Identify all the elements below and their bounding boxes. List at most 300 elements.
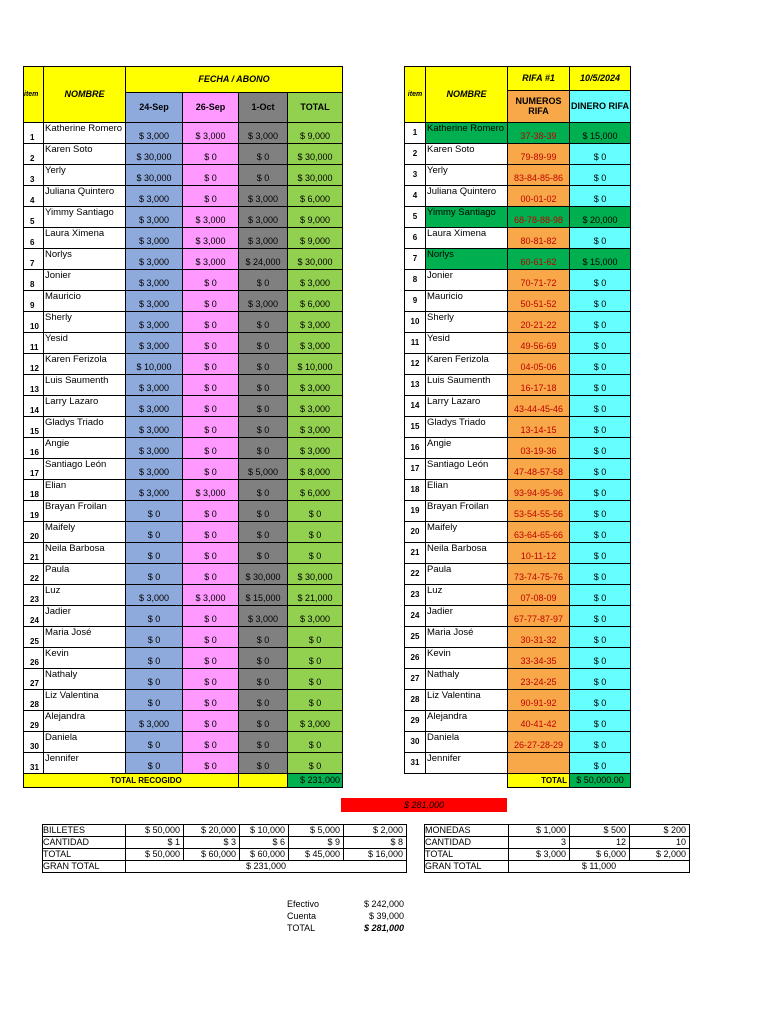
item-number: 10 bbox=[24, 312, 44, 333]
row-total: $ 3,000 bbox=[288, 711, 343, 732]
table-row bbox=[24, 123, 343, 144]
abono-1-oct: $ 0 bbox=[239, 732, 288, 753]
numeros-rifa: 83-84-85-86 bbox=[508, 165, 570, 186]
dinero-rifa: $ 0 bbox=[570, 501, 631, 522]
row-total: $ 0 bbox=[288, 501, 343, 522]
dinero-rifa: $ 0 bbox=[570, 417, 631, 438]
abono-26-sep: $ 0 bbox=[183, 144, 239, 165]
item-number: 30 bbox=[24, 732, 44, 753]
row-total: $ 9,000 bbox=[288, 228, 343, 249]
dinero-rifa-header: DINERO RIFA bbox=[570, 91, 631, 123]
abono-26-sep: $ 3,000 bbox=[183, 585, 239, 606]
billete-total: $ 60,000 bbox=[240, 849, 289, 861]
person-name: Yimmy Santiago bbox=[426, 207, 508, 228]
table-row bbox=[24, 354, 343, 375]
row-total: $ 8,000 bbox=[288, 459, 343, 480]
item-number: 29 bbox=[24, 711, 44, 732]
abono-1-oct: $ 0 bbox=[239, 417, 288, 438]
abono-24-sep: $ 3,000 bbox=[126, 711, 183, 732]
abono-24-sep: $ 0 bbox=[126, 648, 183, 669]
person-name: Katherine Romero bbox=[426, 123, 508, 144]
person-name: Kevin bbox=[44, 648, 126, 669]
table-row bbox=[405, 396, 631, 417]
item-number: 20 bbox=[24, 522, 44, 543]
dinero-rifa: $ 0 bbox=[570, 669, 631, 690]
person-name: Neila Barbosa bbox=[44, 543, 126, 564]
row-total: $ 9,000 bbox=[288, 207, 343, 228]
numeros-rifa: 13-14-15 bbox=[508, 417, 570, 438]
person-name: Jennifer bbox=[426, 753, 508, 774]
row-total: $ 30,000 bbox=[288, 564, 343, 585]
billetes-gran-total-label: GRAN TOTAL bbox=[43, 861, 126, 873]
abono-1-oct: $ 3,000 bbox=[239, 186, 288, 207]
item-number: 23 bbox=[405, 585, 426, 606]
item-number: 22 bbox=[405, 564, 426, 585]
abono-1-oct: $ 0 bbox=[239, 522, 288, 543]
person-name: Yesid bbox=[426, 333, 508, 354]
table-row bbox=[24, 732, 343, 753]
table-row bbox=[405, 480, 631, 501]
abono-26-sep: $ 0 bbox=[183, 501, 239, 522]
abono-26-sep: $ 0 bbox=[183, 648, 239, 669]
row-total: $ 0 bbox=[288, 690, 343, 711]
billetes-cantidad-label: CANTIDAD bbox=[43, 837, 126, 849]
item-number: 17 bbox=[24, 459, 44, 480]
item-number: 13 bbox=[24, 375, 44, 396]
row-total: $ 0 bbox=[288, 669, 343, 690]
moneda-cantidad: 3 bbox=[509, 837, 570, 849]
abono-1-oct: $ 0 bbox=[239, 690, 288, 711]
table-row bbox=[24, 753, 343, 774]
date-header-1: 24-Sep bbox=[126, 93, 183, 123]
item-number: 5 bbox=[405, 207, 426, 228]
person-name: Angie bbox=[426, 438, 508, 459]
dinero-rifa: $ 0 bbox=[570, 291, 631, 312]
table-row bbox=[405, 648, 631, 669]
billete-cantidad: $ 9 bbox=[289, 837, 344, 849]
abono-26-sep: $ 0 bbox=[183, 669, 239, 690]
item-number: 30 bbox=[405, 732, 426, 753]
abono-26-sep: $ 0 bbox=[183, 312, 239, 333]
person-name: Mauricio bbox=[44, 291, 126, 312]
abono-24-sep: $ 3,000 bbox=[126, 585, 183, 606]
item-number: 19 bbox=[405, 501, 426, 522]
item-number: 10 bbox=[405, 312, 426, 333]
billete-denom: $ 10,000 bbox=[240, 825, 289, 837]
table-row bbox=[405, 627, 631, 648]
person-name: Norlys bbox=[44, 249, 126, 270]
person-name: Larry Lazaro bbox=[426, 396, 508, 417]
table-row bbox=[405, 438, 631, 459]
abono-26-sep: $ 0 bbox=[183, 354, 239, 375]
row-total: $ 0 bbox=[288, 732, 343, 753]
item-number: 6 bbox=[405, 228, 426, 249]
row-total: $ 3,000 bbox=[288, 438, 343, 459]
abono-26-sep: $ 3,000 bbox=[183, 480, 239, 501]
table-row bbox=[405, 585, 631, 606]
dinero-rifa: $ 0 bbox=[570, 480, 631, 501]
abono-24-sep: $ 0 bbox=[126, 606, 183, 627]
item-number: 2 bbox=[24, 144, 44, 165]
abono-26-sep: $ 3,000 bbox=[183, 249, 239, 270]
rifa-date: 10/5/2024 bbox=[570, 67, 631, 91]
monedas-gran-total-value: $ 11,000 bbox=[509, 861, 690, 873]
dinero-rifa: $ 0 bbox=[570, 564, 631, 585]
abono-26-sep: $ 0 bbox=[183, 438, 239, 459]
abono-26-sep: $ 3,000 bbox=[183, 228, 239, 249]
person-name: Sherly bbox=[44, 312, 126, 333]
dinero-rifa: $ 20,000 bbox=[570, 207, 631, 228]
dinero-rifa: $ 0 bbox=[570, 711, 631, 732]
person-name: Liz Valentina bbox=[426, 690, 508, 711]
table-row bbox=[24, 606, 343, 627]
person-name: Elian bbox=[44, 480, 126, 501]
abono-24-sep: $ 10,000 bbox=[126, 354, 183, 375]
abono-26-sep: $ 0 bbox=[183, 732, 239, 753]
dinero-rifa: $ 0 bbox=[570, 459, 631, 480]
person-name: Yerly bbox=[44, 165, 126, 186]
date-header-3: 1-Oct bbox=[239, 93, 288, 123]
abono-24-sep: $ 3,000 bbox=[126, 270, 183, 291]
numeros-rifa bbox=[508, 753, 570, 774]
item-number: 11 bbox=[24, 333, 44, 354]
abono-26-sep: $ 0 bbox=[183, 375, 239, 396]
numeros-rifa: 16-17-18 bbox=[508, 375, 570, 396]
abono-1-oct: $ 24,000 bbox=[239, 249, 288, 270]
table-row bbox=[24, 144, 343, 165]
item-number: 16 bbox=[24, 438, 44, 459]
monedas-gran-total-label: GRAN TOTAL bbox=[425, 861, 509, 873]
row-total: $ 0 bbox=[288, 543, 343, 564]
item-number: 4 bbox=[24, 186, 44, 207]
abono-24-sep: $ 3,000 bbox=[126, 480, 183, 501]
row-total: $ 30,000 bbox=[288, 165, 343, 186]
item-number: 25 bbox=[405, 627, 426, 648]
person-name: Paula bbox=[426, 564, 508, 585]
person-name: Gladys Triado bbox=[44, 417, 126, 438]
numeros-rifa: 68-78-88-98 bbox=[508, 207, 570, 228]
item-number: 28 bbox=[405, 690, 426, 711]
dinero-rifa: $ 0 bbox=[570, 648, 631, 669]
person-name: Brayan Froilan bbox=[44, 501, 126, 522]
table-row bbox=[405, 753, 631, 774]
billetes-label: BILLETES bbox=[43, 825, 126, 837]
person-name: Maria José bbox=[44, 627, 126, 648]
person-name: Angie bbox=[44, 438, 126, 459]
abono-26-sep: $ 0 bbox=[183, 711, 239, 732]
abono-26-sep: $ 0 bbox=[183, 690, 239, 711]
numeros-rifa: 10-11-12 bbox=[508, 543, 570, 564]
table-row bbox=[24, 690, 343, 711]
person-name: Yimmy Santiago bbox=[44, 207, 126, 228]
table-row bbox=[24, 291, 343, 312]
person-name: Luz bbox=[44, 585, 126, 606]
abono-26-sep: $ 0 bbox=[183, 459, 239, 480]
item-header: item bbox=[24, 67, 44, 123]
person-name: Brayan Froilan bbox=[426, 501, 508, 522]
person-name: Karen Ferizola bbox=[426, 354, 508, 375]
rifa-item-header: item bbox=[405, 67, 426, 123]
abono-24-sep: $ 30,000 bbox=[126, 144, 183, 165]
numeros-rifa: 20-21-22 bbox=[508, 312, 570, 333]
item-number: 31 bbox=[24, 753, 44, 774]
abono-26-sep: $ 0 bbox=[183, 627, 239, 648]
table-row bbox=[24, 564, 343, 585]
item-number: 29 bbox=[405, 711, 426, 732]
abono-1-oct: $ 0 bbox=[239, 627, 288, 648]
table-row bbox=[405, 144, 631, 165]
numeros-rifa: 04-05-06 bbox=[508, 354, 570, 375]
table-row bbox=[405, 501, 631, 522]
dinero-rifa: $ 0 bbox=[570, 228, 631, 249]
numeros-rifa: 50-51-52 bbox=[508, 291, 570, 312]
item-number: 15 bbox=[24, 417, 44, 438]
summary-table bbox=[287, 898, 407, 934]
dinero-rifa: $ 0 bbox=[570, 627, 631, 648]
numeros-rifa: 07-08-09 bbox=[508, 585, 570, 606]
billete-total: $ 16,000 bbox=[344, 849, 407, 861]
abono-26-sep: $ 0 bbox=[183, 165, 239, 186]
abono-1-oct: $ 3,000 bbox=[239, 291, 288, 312]
abono-1-oct: $ 0 bbox=[239, 354, 288, 375]
table-row bbox=[24, 711, 343, 732]
person-name: Luis Saumenth bbox=[44, 375, 126, 396]
abono-24-sep: $ 3,000 bbox=[126, 312, 183, 333]
person-name: Nathaly bbox=[426, 669, 508, 690]
billete-cantidad: $ 6 bbox=[240, 837, 289, 849]
monedas-table bbox=[424, 824, 690, 873]
row-total: $ 9,000 bbox=[288, 123, 343, 144]
billete-cantidad: $ 1 bbox=[126, 837, 184, 849]
efectivo-label: Efectivo bbox=[287, 898, 320, 909]
table-row bbox=[405, 690, 631, 711]
total-header: TOTAL bbox=[288, 93, 343, 123]
rifa-name-header: NOMBRE bbox=[426, 67, 508, 123]
abono-1-oct: $ 3,000 bbox=[239, 207, 288, 228]
abono-1-oct: $ 0 bbox=[239, 375, 288, 396]
abono-1-oct: $ 0 bbox=[239, 501, 288, 522]
numeros-rifa-header: NUMEROS RIFA bbox=[508, 91, 570, 123]
item-number: 16 bbox=[405, 438, 426, 459]
dinero-rifa: $ 0 bbox=[570, 606, 631, 627]
table-row bbox=[24, 270, 343, 291]
moneda-cantidad: 12 bbox=[570, 837, 630, 849]
numeros-rifa: 26-27-28-29 bbox=[508, 732, 570, 753]
moneda-denom: $ 1,000 bbox=[509, 825, 570, 837]
numeros-rifa: 79-89-99 bbox=[508, 144, 570, 165]
billete-total: $ 45,000 bbox=[289, 849, 344, 861]
table-row bbox=[24, 669, 343, 690]
cuenta-label: Cuenta bbox=[287, 910, 317, 921]
numeros-rifa: 80-81-82 bbox=[508, 228, 570, 249]
person-name: Jadier bbox=[44, 606, 126, 627]
item-number: 8 bbox=[405, 270, 426, 291]
item-number: 27 bbox=[24, 669, 44, 690]
abono-1-oct: $ 15,000 bbox=[239, 585, 288, 606]
person-name: Alejandra bbox=[426, 711, 508, 732]
abono-26-sep: $ 0 bbox=[183, 606, 239, 627]
moneda-total: $ 6,000 bbox=[570, 849, 630, 861]
abono-24-sep: $ 0 bbox=[126, 690, 183, 711]
abono-1-oct: $ 0 bbox=[239, 396, 288, 417]
numeros-rifa: 53-54-55-56 bbox=[508, 501, 570, 522]
abono-26-sep: $ 0 bbox=[183, 753, 239, 774]
summary-total-value: $ 281,000 bbox=[363, 922, 404, 933]
person-name: Mauricio bbox=[426, 291, 508, 312]
item-number: 12 bbox=[405, 354, 426, 375]
row-total: $ 3,000 bbox=[288, 396, 343, 417]
fecha-abono-header: FECHA / ABONO bbox=[126, 67, 343, 93]
abono-1-oct: $ 5,000 bbox=[239, 459, 288, 480]
rifa-table bbox=[404, 66, 631, 788]
person-name: Gladys Triado bbox=[426, 417, 508, 438]
abono-1-oct: $ 0 bbox=[239, 144, 288, 165]
table-row bbox=[24, 627, 343, 648]
abono-24-sep: $ 0 bbox=[126, 501, 183, 522]
person-name: Yesid bbox=[44, 333, 126, 354]
item-number: 19 bbox=[24, 501, 44, 522]
table-row bbox=[24, 249, 343, 270]
item-number: 24 bbox=[24, 606, 44, 627]
person-name: Jonier bbox=[44, 270, 126, 291]
abono-24-sep: $ 3,000 bbox=[126, 417, 183, 438]
table-row bbox=[405, 606, 631, 627]
dinero-rifa: $ 0 bbox=[570, 354, 631, 375]
item-number: 31 bbox=[405, 753, 426, 774]
abono-1-oct: $ 0 bbox=[239, 648, 288, 669]
person-name: Paula bbox=[44, 564, 126, 585]
item-number: 22 bbox=[24, 564, 44, 585]
item-number: 28 bbox=[24, 690, 44, 711]
item-number: 1 bbox=[24, 123, 44, 144]
summary-total-label: TOTAL bbox=[287, 922, 316, 933]
person-name: Maifely bbox=[44, 522, 126, 543]
abono-24-sep: $ 3,000 bbox=[126, 438, 183, 459]
grand-total-bar: $ 281,000 bbox=[341, 798, 507, 812]
table-row bbox=[24, 375, 343, 396]
dinero-rifa: $ 0 bbox=[570, 165, 631, 186]
table-row bbox=[24, 438, 343, 459]
item-number: 20 bbox=[405, 522, 426, 543]
person-name: Yerly bbox=[426, 165, 508, 186]
dinero-rifa: $ 0 bbox=[570, 732, 631, 753]
person-name: Daniela bbox=[44, 732, 126, 753]
abono-26-sep: $ 0 bbox=[183, 396, 239, 417]
abono-26-sep: $ 0 bbox=[183, 543, 239, 564]
numeros-rifa: 73-74-75-76 bbox=[508, 564, 570, 585]
row-total: $ 3,000 bbox=[288, 333, 343, 354]
dinero-rifa: $ 0 bbox=[570, 753, 631, 774]
person-name: Laura Ximena bbox=[426, 228, 508, 249]
table-row bbox=[405, 165, 631, 186]
table-row bbox=[405, 459, 631, 480]
abono-24-sep: $ 0 bbox=[126, 543, 183, 564]
abono-24-sep: $ 0 bbox=[126, 627, 183, 648]
person-name: Santiago León bbox=[44, 459, 126, 480]
item-number: 27 bbox=[405, 669, 426, 690]
billetes-gran-total-value: $ 231,000 bbox=[126, 861, 407, 873]
item-number: 3 bbox=[405, 165, 426, 186]
row-total: $ 30,000 bbox=[288, 249, 343, 270]
abono-24-sep: $ 3,000 bbox=[126, 249, 183, 270]
table-row bbox=[24, 333, 343, 354]
numeros-rifa: 63-64-65-66 bbox=[508, 522, 570, 543]
table-row bbox=[24, 417, 343, 438]
abono-1-oct: $ 0 bbox=[239, 333, 288, 354]
row-total: $ 6,000 bbox=[288, 186, 343, 207]
table-row bbox=[405, 732, 631, 753]
rifa-title: RIFA #1 bbox=[508, 67, 570, 91]
item-number: 8 bbox=[24, 270, 44, 291]
dinero-rifa: $ 0 bbox=[570, 522, 631, 543]
abono-24-sep: $ 0 bbox=[126, 564, 183, 585]
row-total: $ 0 bbox=[288, 522, 343, 543]
abono-1-oct: $ 0 bbox=[239, 480, 288, 501]
person-name: Nathaly bbox=[44, 669, 126, 690]
person-name: Maria José bbox=[426, 627, 508, 648]
abono-26-sep: $ 0 bbox=[183, 291, 239, 312]
date-header-2: 26-Sep bbox=[183, 93, 239, 123]
dinero-rifa: $ 0 bbox=[570, 690, 631, 711]
billete-denom: $ 50,000 bbox=[126, 825, 184, 837]
efectivo-value: $ 242,000 bbox=[363, 898, 404, 909]
person-name: Jennifer bbox=[44, 753, 126, 774]
table-row bbox=[24, 501, 343, 522]
abono-24-sep: $ 30,000 bbox=[126, 165, 183, 186]
row-total: $ 3,000 bbox=[288, 375, 343, 396]
numeros-rifa: 03-19-36 bbox=[508, 438, 570, 459]
moneda-cantidad: 10 bbox=[630, 837, 690, 849]
person-name: Karen Soto bbox=[44, 144, 126, 165]
billete-denom: $ 20,000 bbox=[184, 825, 240, 837]
person-name: Juliana Quintero bbox=[426, 186, 508, 207]
abono-1-oct: $ 0 bbox=[239, 270, 288, 291]
table-row bbox=[24, 207, 343, 228]
table-row bbox=[24, 186, 343, 207]
rifa-total-value: $ 50,000.00 bbox=[570, 774, 631, 788]
row-total: $ 21,000 bbox=[288, 585, 343, 606]
person-name: Elian bbox=[426, 480, 508, 501]
table-row bbox=[405, 375, 631, 396]
item-number: 14 bbox=[405, 396, 426, 417]
person-name: Neila Barbosa bbox=[426, 543, 508, 564]
billetes-table bbox=[42, 824, 407, 873]
item-number: 25 bbox=[24, 627, 44, 648]
item-number: 13 bbox=[405, 375, 426, 396]
abono-26-sep: $ 0 bbox=[183, 417, 239, 438]
table-row bbox=[405, 123, 631, 144]
item-number: 5 bbox=[24, 207, 44, 228]
row-total: $ 3,000 bbox=[288, 312, 343, 333]
abono-24-sep: $ 0 bbox=[126, 753, 183, 774]
numeros-rifa: 90-91-92 bbox=[508, 690, 570, 711]
table-row bbox=[24, 522, 343, 543]
abono-24-sep: $ 3,000 bbox=[126, 207, 183, 228]
abono-26-sep: $ 0 bbox=[183, 333, 239, 354]
abono-1-oct: $ 3,000 bbox=[239, 228, 288, 249]
abono-24-sep: $ 3,000 bbox=[126, 123, 183, 144]
numeros-rifa: 33-34-35 bbox=[508, 648, 570, 669]
table-row bbox=[405, 291, 631, 312]
billete-total: $ 60,000 bbox=[184, 849, 240, 861]
table-row bbox=[405, 417, 631, 438]
table-row bbox=[405, 312, 631, 333]
billete-denom: $ 5,000 bbox=[289, 825, 344, 837]
dinero-rifa: $ 0 bbox=[570, 144, 631, 165]
table-row bbox=[405, 249, 631, 270]
abono-1-oct: $ 0 bbox=[239, 438, 288, 459]
numeros-rifa: 43-44-45-46 bbox=[508, 396, 570, 417]
